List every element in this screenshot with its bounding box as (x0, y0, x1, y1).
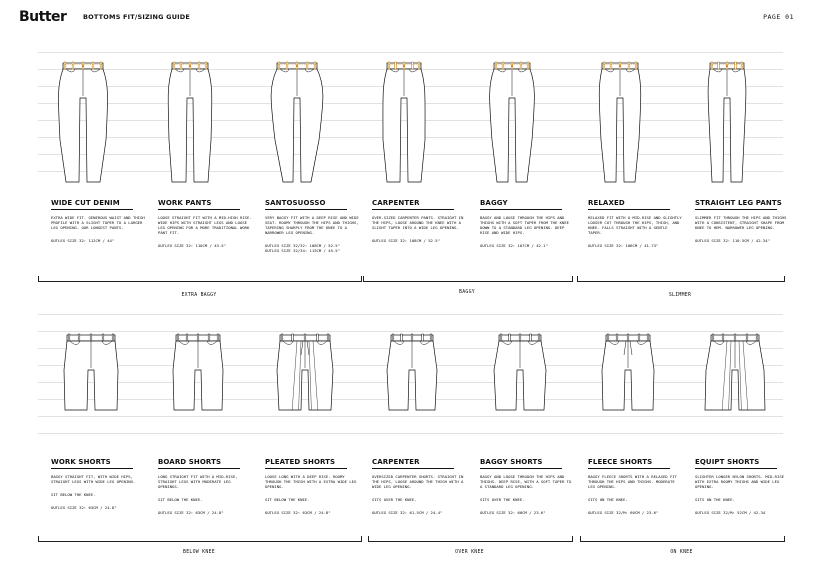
pants-illustration (53, 60, 115, 192)
bracket-baggy (363, 276, 573, 282)
title-underline (265, 468, 347, 469)
pants-name: SANTOSUOSSO (265, 199, 326, 207)
shorts-card (695, 458, 790, 515)
pants-description: LOOSE STRAIGHT FIT WITH A MID-HIGH RISE. WIDE HIPS WITH STRAIGHT LEGS AND LOOSE LEG OPENING FOR A MORE TRADITIONAL WORK PANT FIT. (158, 215, 252, 235)
title-underline (51, 209, 133, 210)
pants-description: RELAXED FIT WITH A MID-RISE AND SLIGHTLY LOOSER CUT THROUGH THE HIPS, THIGH, AND KNEE. FALLS STRAIGHT WITH A GENTLE TAPER. (588, 215, 682, 235)
title-underline (588, 209, 670, 210)
pants-card (51, 199, 146, 243)
shorts-card (265, 458, 360, 515)
pants-card (265, 199, 360, 253)
shorts-name: CARPENTER (372, 458, 420, 466)
outleg-size: OUTLEG SIZE 32: 110CM / 43.5" (158, 243, 226, 248)
bracket-on-knee (580, 536, 785, 542)
outleg-size: OUTLEG SIZE 32: 63CM / 24.8" (158, 510, 224, 515)
bracket-over-knee (368, 536, 573, 542)
bracket-label-baggy: BAGGY (459, 290, 475, 295)
pants-name: RELAXED (588, 199, 625, 207)
shorts-name: PLEATED SHORTS (265, 458, 336, 466)
pants-description: SLIMMER FIT THROUGH THE HIPS AND THIGHS WITH A CONSISTENT, STRAIGHT SHAPE FROM KNEE TO HEM. NARROWER LEG OPENING. (695, 215, 787, 230)
shorts-illustration (700, 332, 772, 420)
shorts-name: WORK SHORTS (51, 458, 111, 466)
fit-note: SITS OVER THE KNEE. (480, 497, 525, 502)
fit-note: SITS ON THE KNEE. (695, 497, 735, 502)
bracket-label-extra-baggy: EXTRA BAGGY (181, 293, 217, 298)
shorts-illustration (485, 332, 557, 420)
title-underline (372, 209, 454, 210)
shorts-description: BAGGY STRAIGHT FIT, WITH WIDE HIPS, STRAIGHT LEGS WITH WIDE LEG OPENING. (51, 474, 136, 484)
title-underline (51, 468, 133, 469)
bracket-label-slimmer: SLIMMER (668, 293, 692, 298)
pants-name: CARPENTER (372, 199, 420, 207)
pants-name: STRAIGHT LEG PANTS (695, 199, 782, 207)
outleg-size: OUTLEG SIZE 32: 61.5CM / 24.4" (372, 510, 443, 515)
fit-note: SIT BELOW THE KNEE. (158, 497, 203, 502)
pants-name: BAGGY (480, 199, 508, 207)
pants-description: EXTRA WIDE FIT. GENEROUS WAIST AND THIGH PROFILE WITH A SLIGHT TAPER TO A LARGER LEG OPENING. OUR LONGEST PANTS. (51, 215, 145, 230)
shorts-name: EQUIPT SHORTS (695, 458, 760, 466)
outleg-size-alt: OUTLEG SIZE 32/34: 115CM / 45.5" (265, 248, 340, 253)
title-underline (372, 468, 454, 469)
bracket-below-knee (38, 536, 362, 542)
pants-card (480, 199, 575, 248)
bracket-label-over-knee: OVER KNEE (455, 550, 484, 555)
outleg-size: OUTLEG SIZE 32/M: 60CM / 23.6" (588, 510, 659, 515)
shorts-card (372, 458, 467, 515)
pants-card (695, 199, 790, 243)
shorts-name: BAGGY SHORTS (480, 458, 543, 466)
pants-illustration (374, 60, 436, 192)
shorts-illustration (163, 332, 235, 420)
shorts-card (480, 458, 575, 515)
shorts-card (158, 458, 253, 515)
band-line (38, 314, 783, 315)
outleg-size: OUTLEG SIZE 32: 63CM / 24.8" (265, 510, 331, 515)
outleg-size: OUTLEG SIZE 32/32: 108CM / 52.5" (265, 243, 340, 248)
pants-illustration (160, 60, 222, 192)
outleg-size: OUTLEG SIZE 32: 63CM / 24.8" (51, 505, 117, 510)
shorts-card (588, 458, 683, 515)
shorts-illustration (377, 332, 449, 420)
pants-description: BAGGY AND LOOSE THROUGH THE HIPS AND THIGHS WITH A SOFT TAPER FROM THE KNEE DOWN TO A STANDARD LEG OPENING. DEEP RISE AND WIDE HIPS. (480, 215, 570, 235)
pants-name: WIDE CUT DENIM (51, 199, 120, 207)
bracket-extra-baggy (38, 276, 362, 282)
document-title: BOTTOMS FIT/SIZING GUIDE (83, 13, 191, 21)
shorts-description: LOOSE LONG WITH A DEEP RISE. ROOMY THROUGH THE THIGH WITH A EXTRA WIDE LEG OPENING. (265, 474, 357, 489)
shorts-description: BAGGY FLEECE SHORTS WITH A RELAXED FIT THROUGH THE HIPS AND THIGHS. MODERATE LEG OPENING. (588, 474, 678, 489)
outleg-size: OUTLEG SIZE 32: 107CM / 42.1" (480, 243, 548, 248)
outleg-size: OUTLEG SIZE 32: 112CM / 44" (51, 238, 115, 243)
shorts-description: OVERSIZED CARPENTER SHORTS. STRAIGHT IN THE HIPS, LOOSE AROUND THE THIGH WITH A WIDE LEG OPENING. (372, 474, 464, 489)
title-underline (588, 468, 670, 469)
fit-note: SITS ON THE KNEE. (588, 497, 628, 502)
pants-card (588, 199, 683, 248)
pants-illustration (697, 60, 759, 192)
bracket-slimmer (577, 276, 785, 282)
shorts-name: FLEECE SHORTS (588, 458, 653, 466)
fit-note: SIT BELOW THE KNEE. (51, 492, 96, 497)
fit-note: SITS OVER THE KNEE. (372, 497, 417, 502)
outleg-size: OUTLEG SIZE 32: 60CM / 23.6" (480, 510, 546, 515)
title-underline (158, 468, 240, 469)
band-line (38, 52, 783, 53)
title-underline (265, 209, 347, 210)
shorts-illustration (593, 332, 665, 420)
fit-note: SIT BELOW THE KNEE. (265, 497, 310, 502)
outleg-size: OUTLEG SIZE 32: 110.5CM / 42.34" (695, 238, 770, 243)
pants-illustration (267, 60, 329, 192)
pants-illustration (590, 60, 652, 192)
shorts-illustration (56, 332, 128, 420)
shorts-description: LONG STRAIGHT FIT WITH A MID-RISE, STRAIGHT LEGS WITH MODERATE LEG OPENINGS. (158, 474, 238, 489)
pants-card (158, 199, 253, 248)
shorts-description: SLIGHTER LONGER NYLON SHORTS. MID-RISE WITH EXTRA ROOMY THIGHS AND WIDE LEG OPENING. (695, 474, 785, 489)
pants-description: OVER-SIZED CARPENTER PANTS. STRAIGHT IN THE HIPS, LOOSE AROUND THE KNEE WITH A SLIGHT TAPER INTO A WIDE LEG OPENING. (372, 215, 464, 230)
pants-name: WORK PANTS (158, 199, 212, 207)
pants-description: VERY BAGGY FIT WITH A DEEP RISE AND WIDE SEAT. ROOMY THROUGH THE HIPS AND THIGHS, TAPERING SHARPLY FROM THE KNEE TO A NARROWER LEG OPENING. (265, 215, 359, 235)
shorts-illustration (270, 332, 342, 420)
bracket-label-on-knee: ON KNEE (670, 550, 693, 555)
title-underline (480, 468, 562, 469)
title-underline (480, 209, 562, 210)
pants-card (372, 199, 467, 243)
title-underline (158, 209, 240, 210)
title-underline (695, 209, 777, 210)
pants-illustration (482, 60, 544, 192)
shorts-name: BOARD SHORTS (158, 458, 222, 466)
shorts-description: BAGGY AND LOOSE THROUGH THE HIPS AND THIGHS. DEEP RISE, WITH A SOFT TAPER TO A STANDARD LEG OPENING. (480, 474, 572, 489)
outleg-size: OUTLEG SIZE 32: 106CM / 41.73" (588, 243, 659, 248)
outleg-size: OUTLEG SIZE 32: 108CM / 52.5" (372, 238, 440, 243)
bracket-label-below-knee: BELOW KNEE (183, 550, 215, 555)
page-number: PAGE 01 (763, 13, 794, 21)
outleg-size: OUTLEG SIZE 32/M: 52CM / 42.34 (695, 510, 766, 515)
shorts-card (51, 458, 146, 510)
title-underline (695, 468, 777, 469)
band-line (38, 433, 783, 434)
brand-logo: Butter (19, 9, 67, 25)
